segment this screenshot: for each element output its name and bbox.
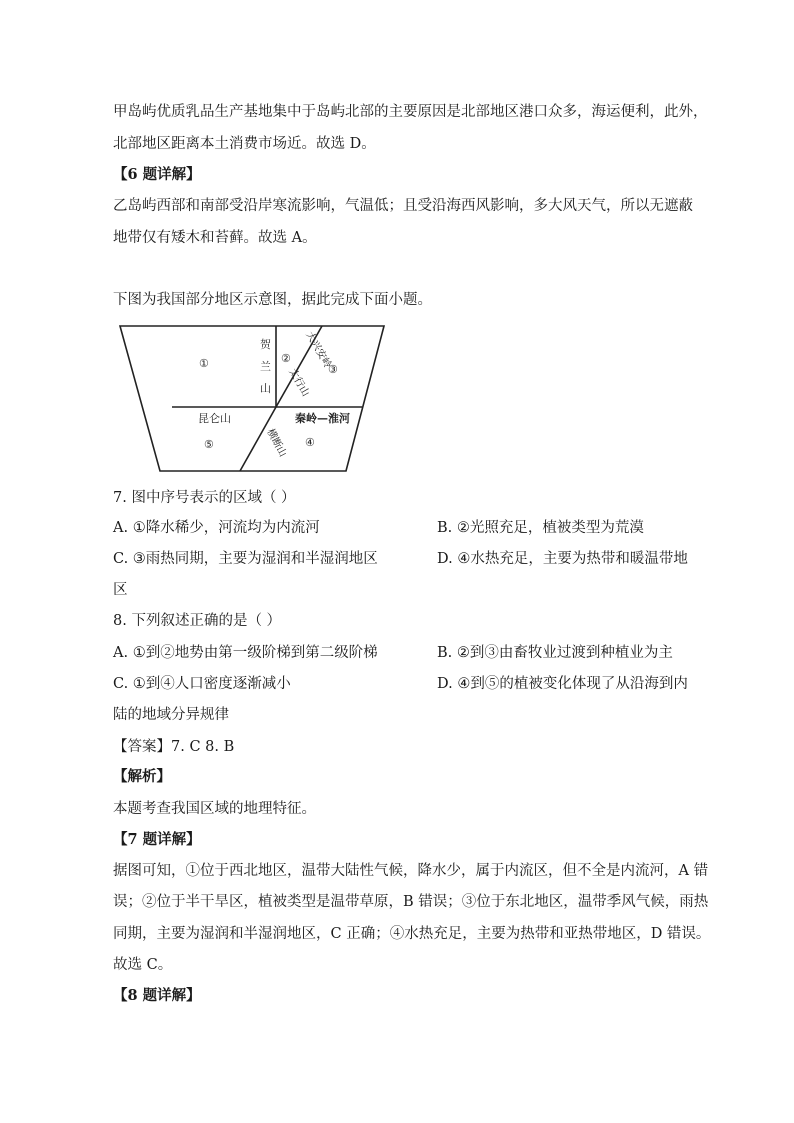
detail-7-line: 误；②位于半干旱区，植被类型是温带草原，B 错误；③位于东北地区，温带季风气候，雨热 [113,894,709,910]
paragraph-line: 乙岛屿西部和南部受沿岸寒流影响，气温低；且受沿海西风影响，多大风天气，所以无遮蔽 [113,198,693,214]
detail-7-line: 故选 C。 [113,957,173,973]
region-3-label: ③ [328,363,338,376]
answer-line: 【答案】7. C 8. B [113,739,235,755]
q8-option-c: C. ①到④人口密度逐渐减小 [113,676,291,692]
region-map-diagram [113,318,388,480]
qinling-label: 秦岭—淮河 [295,412,350,425]
paragraph-line: 北部地区距离本土消费市场近。故选 D。 [113,136,376,152]
analysis-heading: 【解析】 [113,768,171,785]
detail-7-line: 同期，主要为湿润和半湿润地区，C 正确；④水热充足，主要为热带和亚热带地区，D 错误。 [113,926,711,942]
q7-option-a: A. ①降水稀少，河流均为内流河 [113,520,320,536]
q8-option-d-cont: 陆的地域分异规律 [113,707,229,723]
question-7-stem: 7. 图中序号表示的区域（ ） [113,490,296,506]
helan-char-2: 兰 [260,360,271,373]
q8-option-d: D. ④到⑤的植被变化体现了从沿海到内 [437,676,688,692]
question-8-stem: 8. 下列叙述正确的是（ ） [113,613,282,629]
section-heading-8: 【8 题详解】 [113,987,201,1004]
region-4-label: ④ [305,436,315,449]
helan-char-3: 山 [260,382,271,395]
detail-7-line: 据图可知，①位于西北地区，温带大陆性气候，降水少，属于内流区，但不全是内流河，A 错 [113,863,709,879]
paragraph-line: 甲岛屿优质乳品生产基地集中于岛屿北部的主要原因是北部地区港口众多，海运便利，此外， [113,104,708,120]
analysis-intro: 本题考查我国区域的地理特征。 [113,801,316,817]
section-heading: 【6 题详解】 [113,166,201,183]
question-intro: 下图为我国部分地区示意图，据此完成下面小题。 [113,292,432,308]
region-1-label: ① [199,357,209,370]
q8-option-b: B. ②到③由畜牧业过渡到种植业为主 [437,645,673,661]
region-5-label: ⑤ [204,438,214,451]
q7-option-c: C. ③雨热同期，主要为湿润和半湿润地区 [113,551,378,567]
kunlun-label: 昆仑山 [198,412,231,425]
hengduan-label: 横断山 [264,427,289,459]
region-2-label: ② [281,352,291,365]
section-heading-7: 【7 题详解】 [113,831,201,848]
q8-option-a: A. ①到②地势由第一级阶梯到第二级阶梯 [113,645,378,661]
q7-option-d-cont: 区 [113,582,128,598]
q7-option-d: D. ④水热充足，主要为热带和暖温带地 [437,551,688,567]
daxing-label: 大兴安岭 [303,330,333,371]
q7-option-b: B. ②光照充足，植被类型为荒漠 [437,520,644,536]
paragraph-line: 地带仅有矮木和苔藓。故选 A。 [113,230,317,246]
taihang-label: 太行山 [286,367,311,399]
helan-char-1: 贺 [260,338,271,351]
